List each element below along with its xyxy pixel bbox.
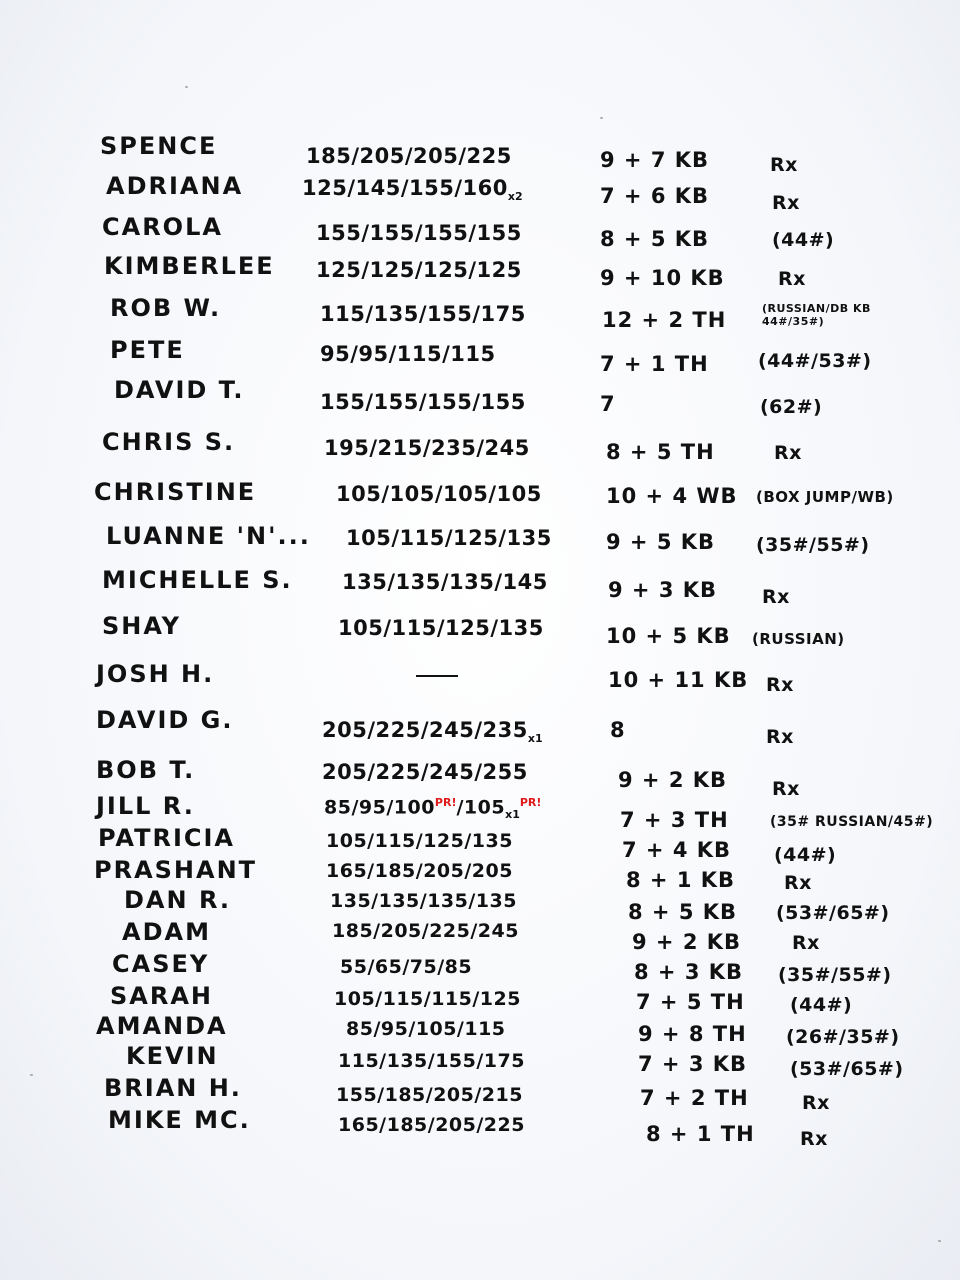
lift-weights: 105/105/105/105 (336, 482, 542, 506)
athlete-name: CHRISTINE (94, 478, 257, 506)
scale-note: (35#/55#) (778, 964, 892, 986)
lift-weights: 195/215/235/245 (324, 436, 530, 460)
lift-weights: 85/95/105/115 (346, 1018, 506, 1040)
lift-weights: 55/65/75/85 (340, 956, 473, 978)
rounds-score: 8 + 5 TH (606, 440, 715, 464)
rounds-score: 7 + 6 KB (600, 184, 710, 208)
athlete-name: SPENCE (100, 132, 218, 160)
athlete-name: ADRIANA (106, 172, 244, 200)
scale-note: Rx (770, 154, 798, 176)
rounds-score: 7 + 2 TH (640, 1086, 749, 1110)
weights-reps-note: x2 (507, 190, 523, 204)
rounds-score: 9 + 3 KB (608, 578, 718, 602)
rounds-score: 7 + 3 TH (620, 808, 729, 832)
lift-weights: 125/125/125/125 (316, 258, 522, 282)
rounds-score: 7 + 3 KB (638, 1052, 748, 1076)
athlete-name: MIKE MC. (108, 1106, 251, 1134)
rounds-score: 9 + 8 TH (638, 1022, 747, 1046)
athlete-name: ADAM (122, 918, 211, 946)
score-row (0, 132, 960, 176)
lift-weights: 135/135/135/135 (330, 890, 517, 912)
scale-note: Rx (772, 778, 800, 800)
athlete-name: PATRICIA (98, 824, 235, 852)
athlete-name: BOB T. (96, 756, 196, 784)
scale-note: Rx (762, 586, 790, 608)
weights-reps-note: x1 (527, 732, 543, 746)
weights-text-last: /105 (456, 796, 506, 819)
weights-reps-note: x1 (505, 808, 520, 822)
scale-note: (RUSSIAN) (752, 630, 845, 648)
athlete-name: JOSH H. (96, 660, 215, 688)
scale-note: Rx (766, 674, 794, 696)
scale-note: (53#/65#) (776, 902, 890, 924)
lift-weights: 205/225/245/255 (322, 760, 528, 784)
athlete-name: AMANDA (96, 1012, 228, 1040)
athlete-name: DAN R. (124, 886, 231, 914)
lift-weights: 165/185/205/205 (326, 860, 513, 882)
score-row (0, 522, 960, 556)
athlete-name: CHRIS S. (102, 428, 236, 456)
lift-weights: 105/115/125/135 (326, 830, 513, 852)
scale-note: (44#) (772, 229, 835, 251)
lift-weights: 155/155/155/155 (316, 221, 522, 245)
scale-note: Rx (774, 442, 802, 464)
score-row (0, 1012, 960, 1046)
rounds-score: 7 + 4 KB (622, 838, 732, 862)
score-row (0, 612, 960, 646)
scale-note: (53#/65#) (790, 1058, 904, 1080)
scale-note: (62#) (760, 396, 823, 418)
scale-note: (RUSSIAN/DB KB 44#/35#) (762, 302, 871, 328)
rounds-score: 8 + 5 KB (600, 227, 710, 251)
lift-weights: 115/135/155/175 (320, 302, 526, 326)
scale-note: Rx (784, 872, 812, 894)
lift-weights: 135/135/135/145 (342, 570, 548, 594)
marker-speck (600, 117, 603, 119)
athlete-name: SHAY (102, 612, 182, 640)
scale-note: (BOX JUMP/WB) (756, 488, 894, 506)
score-row (0, 336, 960, 376)
score-row (0, 428, 960, 462)
pr-badge: PR! (434, 796, 457, 809)
athlete-name: BRIAN H. (104, 1074, 242, 1102)
rounds-score: 7 (600, 392, 616, 416)
athlete-name: SARAH (110, 982, 213, 1010)
lift-weights: 185/205/225/245 (332, 920, 519, 942)
score-row (0, 213, 960, 251)
score-row (0, 1074, 960, 1114)
score-row (0, 886, 960, 924)
rounds-score: 9 + 5 KB (606, 530, 716, 554)
score-row (0, 660, 960, 694)
athlete-name: JILL R. (96, 792, 195, 820)
athlete-name: MICHELLE S. (102, 566, 293, 594)
lift-weights: 105/115/125/135 (338, 616, 544, 640)
rounds-score: 10 + 5 KB (606, 624, 731, 648)
lift-weights (302, 176, 523, 203)
marker-speck (185, 86, 188, 88)
score-row (0, 172, 960, 214)
rounds-score: 10 + 11 KB (608, 668, 749, 692)
athlete-name: CAROLA (102, 213, 223, 241)
athlete-name: PETE (110, 336, 185, 364)
athlete-name: CASEY (112, 950, 210, 978)
score-row (0, 1106, 960, 1150)
score-row (0, 756, 960, 800)
rounds-score: 8 + 1 TH (646, 1122, 755, 1146)
lift-weights (322, 718, 543, 745)
scale-note: Rx (766, 726, 794, 748)
lift-weights: 105/115/125/135 (346, 526, 552, 550)
rounds-score: 8 + 1 KB (626, 868, 736, 892)
score-row (0, 566, 960, 608)
scale-note: (44#) (774, 844, 837, 866)
weights-text: 125/145/155/160 (302, 176, 508, 200)
lift-weights: 165/185/205/225 (338, 1114, 525, 1136)
lift-weights: 95/95/115/115 (320, 342, 496, 366)
score-row (0, 856, 960, 894)
rounds-score: 7 + 1 TH (600, 352, 709, 376)
rounds-score: 12 + 2 TH (602, 308, 727, 332)
athlete-name: ROB W. (110, 294, 222, 322)
athlete-name: KIMBERLEE (104, 252, 275, 280)
athlete-name: PRASHANT (94, 856, 258, 884)
scale-note: Rx (802, 1092, 830, 1114)
pr-badge: PR! (519, 796, 542, 809)
weights-text: 205/225/245/235 (322, 718, 528, 742)
athlete-name: KEVIN (126, 1042, 219, 1070)
score-row (0, 792, 960, 832)
scale-note: Rx (772, 192, 800, 214)
score-row (0, 824, 960, 866)
scale-note: (44#/53#) (758, 350, 872, 372)
scale-note: Rx (778, 268, 806, 290)
weights-text-first: 85/95/100 (324, 796, 435, 819)
rounds-score: 8 (610, 718, 626, 742)
scale-note: (35#/55#) (756, 534, 870, 556)
rounds-score: 9 + 10 KB (600, 266, 725, 290)
athlete-name: DAVID G. (96, 706, 234, 734)
scale-note: (35# RUSSIAN/45#) (770, 814, 934, 830)
lift-weights: 105/115/115/125 (334, 988, 521, 1010)
rounds-score: 9 + 2 KB (618, 768, 728, 792)
lift-weights: 185/205/205/225 (306, 144, 512, 168)
marker-speck (938, 1240, 941, 1242)
rounds-score: 9 + 7 KB (600, 148, 710, 172)
scale-note: (26#/35#) (786, 1026, 900, 1048)
scale-note: Rx (792, 932, 820, 954)
rounds-score: 8 + 3 KB (634, 960, 744, 984)
score-row (0, 478, 960, 512)
score-row (0, 252, 960, 290)
rounds-score: 9 + 2 KB (632, 930, 742, 954)
rounds-score: 8 + 5 KB (628, 900, 738, 924)
score-row (0, 294, 960, 332)
score-row (0, 376, 960, 418)
score-row (0, 1042, 960, 1080)
score-row (0, 706, 960, 748)
score-row (0, 982, 960, 1016)
athlete-name: LUANNE 'N'... (106, 522, 311, 550)
scale-note: (44#) (790, 994, 853, 1016)
rounds-score: 7 + 5 TH (636, 990, 745, 1014)
lift-weights: 115/135/155/175 (338, 1050, 525, 1072)
scale-note: Rx (800, 1128, 828, 1150)
score-row (0, 918, 960, 952)
lift-weights (324, 796, 541, 821)
lift-weights: 155/185/205/215 (336, 1084, 523, 1106)
score-row (0, 950, 960, 984)
rounds-score: 10 + 4 WB (606, 484, 738, 508)
lift-weights: 155/155/155/155 (320, 390, 526, 414)
athlete-name: DAVID T. (114, 376, 245, 404)
